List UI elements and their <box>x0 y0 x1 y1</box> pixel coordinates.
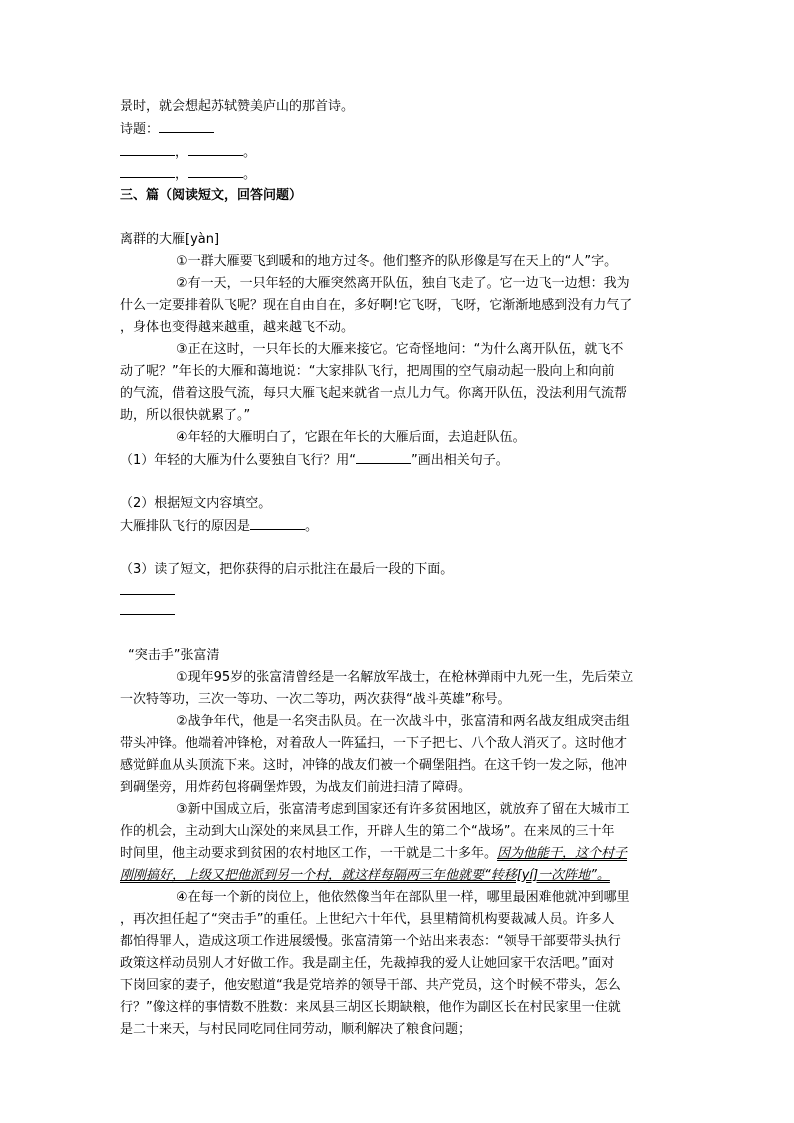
answer-blank[interactable] <box>188 163 243 178</box>
poem-line-2 <box>120 163 256 186</box>
paragraph-line: ②战争年代，他是一名突击队员。在一次战斗中，张富清和两名战友组成突击组 <box>176 714 630 729</box>
paragraph-line: 下岗回家的妻子，他安慰道“我是党培养的领导干部、共产党员，这个时候不带头，怎么 <box>120 978 621 993</box>
underlined-sentence: 因为他能干，这个村子 <box>497 846 628 861</box>
answer-blank[interactable] <box>188 141 243 156</box>
paragraph-line: 行？”像这样的事情数不胜数：来凤县三胡区长期缺粮，他作为副区长在村民家里一住就 <box>120 1000 621 1015</box>
answer-blank[interactable] <box>159 118 214 133</box>
paragraph-line: 感觉鲜血从头顶流下来。这时，冲锋的战友们被一个碉堡阻挡。在这千钧一发之际，他冲 <box>120 758 628 773</box>
comma: ， <box>175 145 189 160</box>
paragraph-line: 作的机会，主动到大山深处的来凤县工作，开辟人生的第二个“战场”。在来凤的三十年 <box>120 824 615 839</box>
text-span: 景时，就会想起苏轼赞美庐山的那首诗。 <box>120 99 355 114</box>
paragraph-line <box>120 843 627 865</box>
question-2: （2）根据短文内容填空。 <box>120 496 272 511</box>
answer-blank[interactable] <box>120 141 175 156</box>
period: 。 <box>243 145 257 160</box>
question-text: ”画出相关句子。 <box>411 453 509 468</box>
paragraph-line: ④在每一个新的岗位上，他依然像当年在部队里一样，哪里最困难他就冲到哪里 <box>176 890 630 905</box>
paragraph-line: 政策这样动员别人才好做工作。我是副主任，先裁掉我的爱人让她回家干农活吧。”面对 <box>120 956 615 971</box>
paragraph-line: 一次特等功，三次一等功、一次二等功，两次获得“战斗英雄”称号。 <box>120 692 511 707</box>
paragraph-line: 助，所以很快就累了。” <box>120 408 251 423</box>
answer-blank[interactable] <box>120 614 175 615</box>
answer-blank[interactable] <box>120 594 175 595</box>
title-label: 诗题： <box>120 122 160 137</box>
period: 。 <box>243 167 257 182</box>
paragraph-line: ④年轻的大雁明白了，它跟在年长的大雁后面，去追赶队伍。 <box>176 430 526 445</box>
question-text: （1）年轻的大雁为什么要独自飞行？用“ <box>120 453 357 468</box>
question-text: 大雁排队飞行的原因是 <box>120 519 251 534</box>
passage-title: 离群的大雁[yàn] <box>120 232 220 247</box>
paragraph-line: ①现年95岁的张富清曾经是一名解放军战士，在枪林弹雨中九死一生，先后荣立 <box>176 670 634 685</box>
paragraph-line: ③新中国成立后，张富清考虑到国家还有许多贫困地区，就放弃了留在大城市工 <box>176 802 630 817</box>
paragraph-line: 都怕得罪人，造成这项工作进展缓慢。张富清第一个站出来表态：“领导干部要带头执行 <box>120 934 621 949</box>
poem-title-line <box>120 118 214 141</box>
text-span: 时间里，他主动要求到贫困的农村地区工作，一干就是二十多年。 <box>120 846 498 861</box>
underlined-sentence: 刚刚搞好，上级又把他派到另一个村，就这样每隔两三年他就要“转移[yí]一次阵地”。 <box>120 868 610 883</box>
paragraph-line: ①一群大雁要飞到暖和的地方过冬。他们整齐的队形像是写在天上的“人”字。 <box>176 254 618 269</box>
paragraph-line: ，身体也变得越来越重，越来越飞不动。 <box>120 320 355 335</box>
passage-title: “突击手”张富清 <box>128 648 220 663</box>
paragraph-line: 带头冲锋。他端着冲锋枪，对着敌人一阵猛扫，一下子把七、八个敌人消灭了。这时他才 <box>120 736 628 751</box>
paragraph-line: ③正在这时，一只年长的大雁来接它。它奇怪地问：“为什么离开队伍，就飞不 <box>176 342 624 357</box>
paragraph-line: 是二十来天，与村民同吃同住同劳动，顺利解决了粮食问题； <box>120 1022 472 1037</box>
answer-blank[interactable] <box>250 515 305 530</box>
paragraph-line: ②有一天，一只年轻的大雁突然离开队伍，独自飞走了。它一边飞一边想：我为 <box>176 276 630 291</box>
paragraph-line: 动了呢？”年长的大雁和蔼地说：“大家排队飞行，把周围的空气扇动起一股向上和向前 <box>120 364 615 379</box>
poem-line-1 <box>120 141 256 164</box>
question-3: （3）读了短文，把你获得的启示批注在最后一段的下面。 <box>120 562 454 577</box>
question-2-fill <box>120 515 318 538</box>
paragraph-line: 到碉堡旁，用炸药包将碉堡炸毁，为战友们前进扫清了障碍。 <box>120 780 472 795</box>
answer-blank[interactable] <box>120 163 175 178</box>
comma: ， <box>175 167 189 182</box>
answer-blank[interactable] <box>356 449 411 464</box>
paragraph-line: ，再次担任起了“突击手”的重任。上世纪六十年代，县里精简机构要裁减人员。许多人 <box>120 912 615 927</box>
section-heading: 三、篇（阅读短文，回答问题） <box>120 188 303 203</box>
text-line <box>120 96 354 118</box>
paragraph-line: 什么一定要排着队飞呢？现在自由自在，多好啊!它飞呀，飞呀，它渐渐地感到没有力气了 <box>120 298 633 313</box>
paragraph-line: 的气流，借着这股气流，每只大雁飞起来就省一点儿力气。你离开队伍，没法利用气流帮 <box>120 386 628 401</box>
period: 。 <box>305 519 319 534</box>
question-1 <box>120 449 509 472</box>
